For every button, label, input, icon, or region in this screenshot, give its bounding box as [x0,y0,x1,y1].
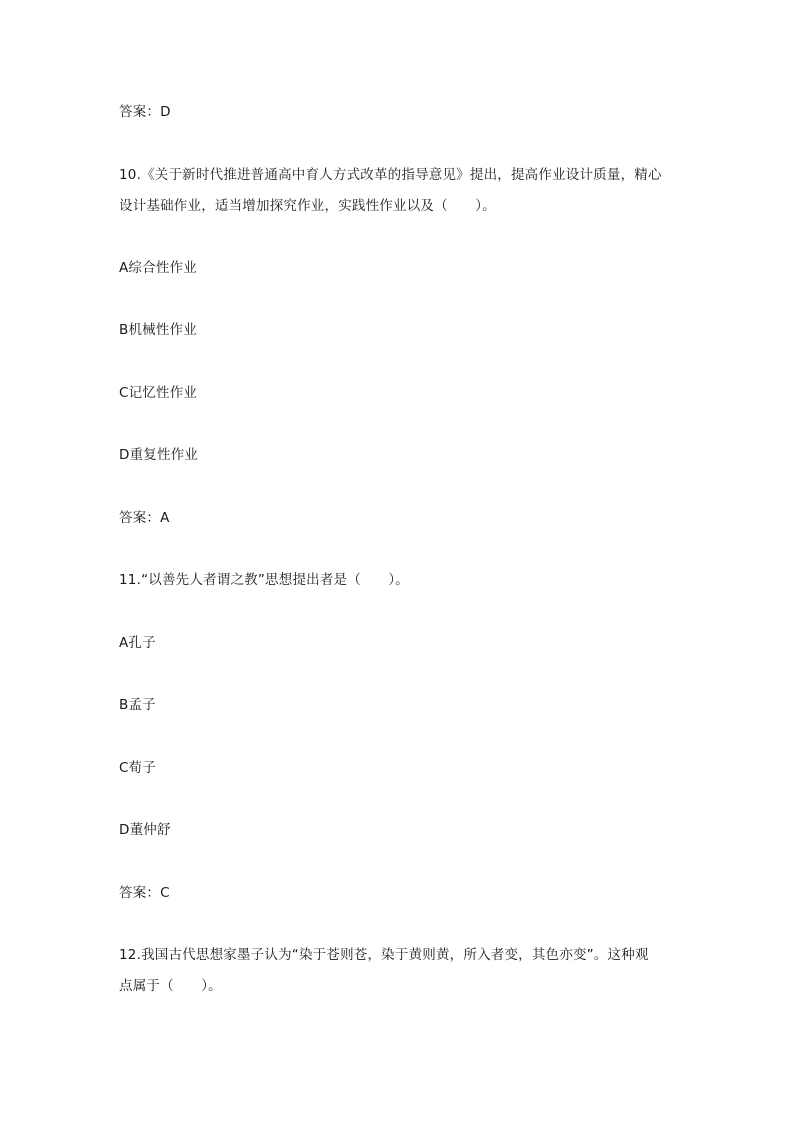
q11-option-d: D董仲舒 [119,822,171,838]
q10-option-c: C记忆性作业 [119,385,198,401]
q12-question-line1: 12.我国古代思想家墨子认为“染于苍则苍，染于黄则黄，所入者变，其色亦变”。这种观 [119,947,649,963]
q10-option-d: D重复性作业 [119,447,199,463]
q10-option-a: A综合性作业 [119,260,197,276]
q10-answer: 答案：A [119,510,170,526]
q11-answer: 答案：C [119,885,170,901]
q11-option-a: A孔子 [119,635,156,651]
q11-option-c: C荀子 [119,760,157,776]
q10-option-b: B机械性作业 [119,322,197,338]
q11-question: 11.“以善先人者谓之教”思想提出者是（ ）。 [119,572,410,588]
q9-answer: 答案：D [119,104,171,120]
q11-option-b: B孟子 [119,697,156,713]
q10-question-line2: 设计基础作业，适当增加探究作业，实践性作业以及（ ）。 [119,198,496,214]
q10-question-line1: 10.《关于新时代推进普通高中育人方式改革的指导意见》提出，提高作业设计质量，精心 [119,167,662,183]
q12-question-line2: 点属于（ ）。 [119,978,222,994]
